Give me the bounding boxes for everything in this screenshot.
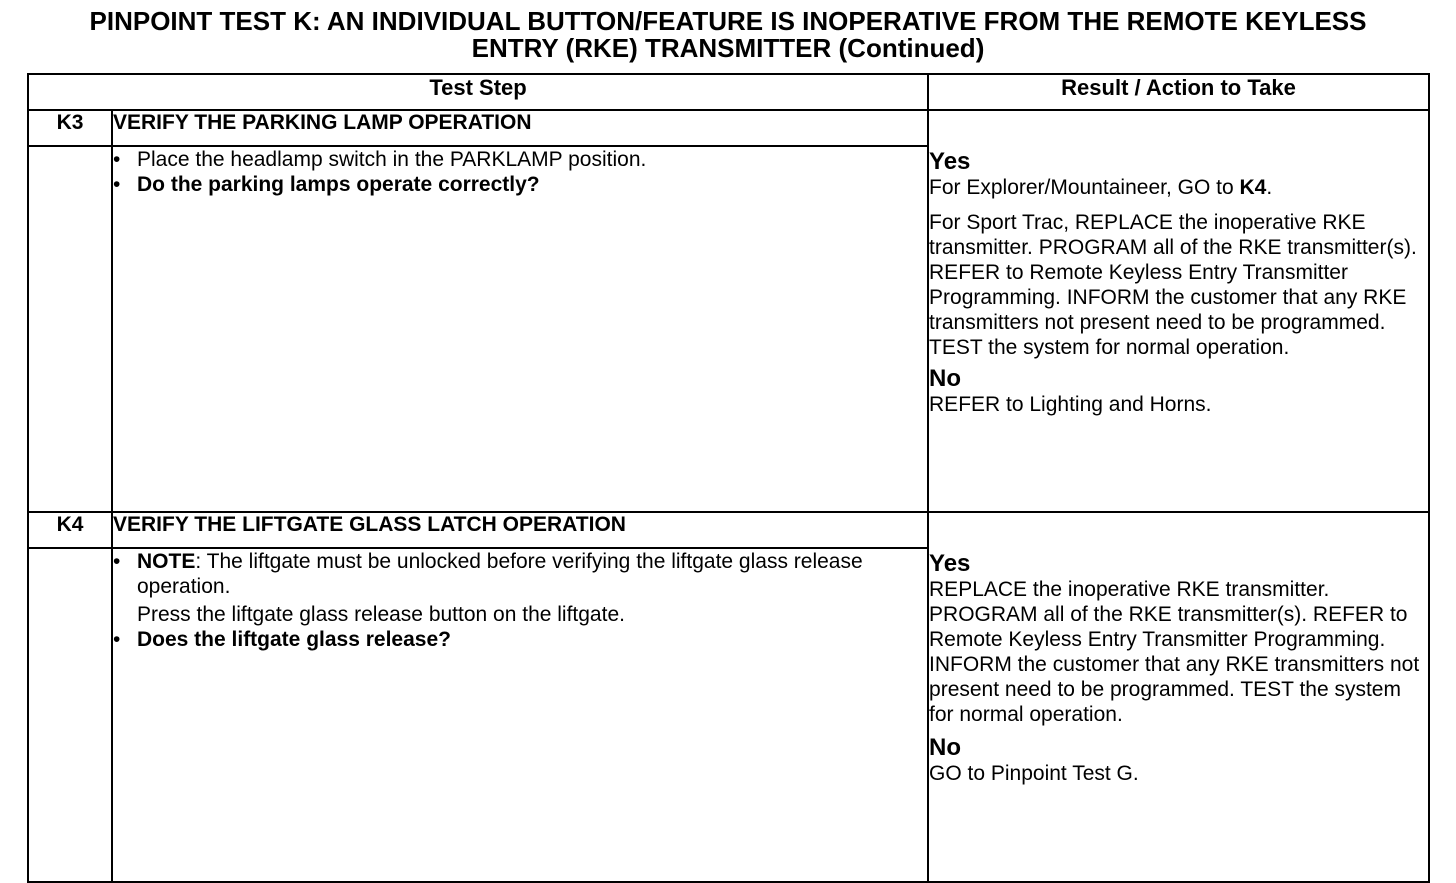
list-item — [113, 549, 927, 599]
step-k4-result — [928, 512, 1429, 882]
step-id-k3: K3 — [28, 110, 112, 146]
k4-step-list — [113, 549, 927, 599]
step-k3-body — [112, 146, 928, 512]
k3-yes-text-a-end: . — [1266, 176, 1273, 199]
step-k3-id-spacer — [28, 146, 112, 512]
bullet: • — [113, 628, 121, 651]
k3-step-list — [113, 147, 927, 197]
k3-yes-label: Yes — [929, 148, 971, 175]
step-k4-body — [112, 548, 928, 882]
step-id-k4: K4 — [28, 512, 112, 548]
step-k4-id-spacer — [28, 548, 112, 882]
k4-step-list-2 — [113, 627, 927, 652]
k4-yes-label: Yes — [929, 550, 971, 577]
step-k3-title-row — [28, 110, 1429, 146]
k3-no-text: REFER to Lighting and Horns. — [929, 393, 1212, 416]
k3-yes-text-a-start: For Explorer/Mountaineer, GO to — [929, 176, 1240, 199]
k4-continuation: Press the liftgate glass release button on the liftgate. — [137, 603, 625, 626]
k3-yes-text-a — [929, 175, 1428, 200]
list-item — [113, 627, 927, 652]
list-item — [113, 147, 927, 172]
header-result-action: Result / Action to Take — [928, 74, 1429, 110]
k3-bullet-1: Place the headlamp switch in the PARKLAMP position. — [137, 148, 647, 171]
step-title-k3: VERIFY THE PARKING LAMP OPERATION — [112, 110, 928, 146]
k4-question: Does the liftgate glass release? — [137, 628, 451, 651]
list-item — [113, 172, 927, 197]
k3-goto-k4-ref: K4 — [1239, 176, 1267, 199]
table-header-row — [28, 74, 1429, 110]
k3-no-label: No — [929, 365, 962, 392]
step-k4-title-row — [28, 512, 1429, 548]
header-test-step: Test Step — [28, 74, 928, 110]
step-title-k4: VERIFY THE LIFTGATE GLASS LATCH OPERATION — [112, 512, 928, 548]
pinpoint-test-table — [27, 73, 1430, 883]
step-k3-result — [928, 110, 1429, 512]
page-title — [0, 8, 1456, 62]
k4-no-text: GO to Pinpoint Test G. — [929, 762, 1139, 785]
k4-yes-text: REPLACE the inoperative RKE transmitter. PROGRAM all of the RKE transmitter(s). REFER to Remote Keyless Entry Transmitter Programming. INFORM the customer that any RKE transmitters not present need to be programmed. TEST the system for normal operation. — [929, 578, 1420, 726]
bullet: • — [113, 550, 121, 573]
k3-question: Do the parking lamps operate correctly? — [137, 173, 540, 196]
k4-note-label: NOTE — [137, 550, 196, 573]
k3-yes-text-b: For Sport Trac, REPLACE the inoperative RKE transmitter. PROGRAM all of the RKE transmitter(s). REFER to Remote Keyless Entry Transmitter Programming. INFORM the customer that any RKE transmitters not present need to be programmed. TEST the system for normal operation. — [929, 211, 1417, 359]
page-title-line-2: ENTRY (RKE) TRANSMITTER (Continued) — [471, 33, 985, 63]
bullet: • — [113, 148, 121, 171]
page-title-line-1: PINPOINT TEST K: AN INDIVIDUAL BUTTON/FEATURE IS INOPERATIVE FROM THE REMOTE KEYLESS — [89, 6, 1367, 36]
bullet: • — [113, 173, 121, 196]
k4-no-label: No — [929, 734, 962, 761]
k4-note-text: : The liftgate must be unlocked before verifying the liftgate glass release operation. — [137, 550, 863, 598]
